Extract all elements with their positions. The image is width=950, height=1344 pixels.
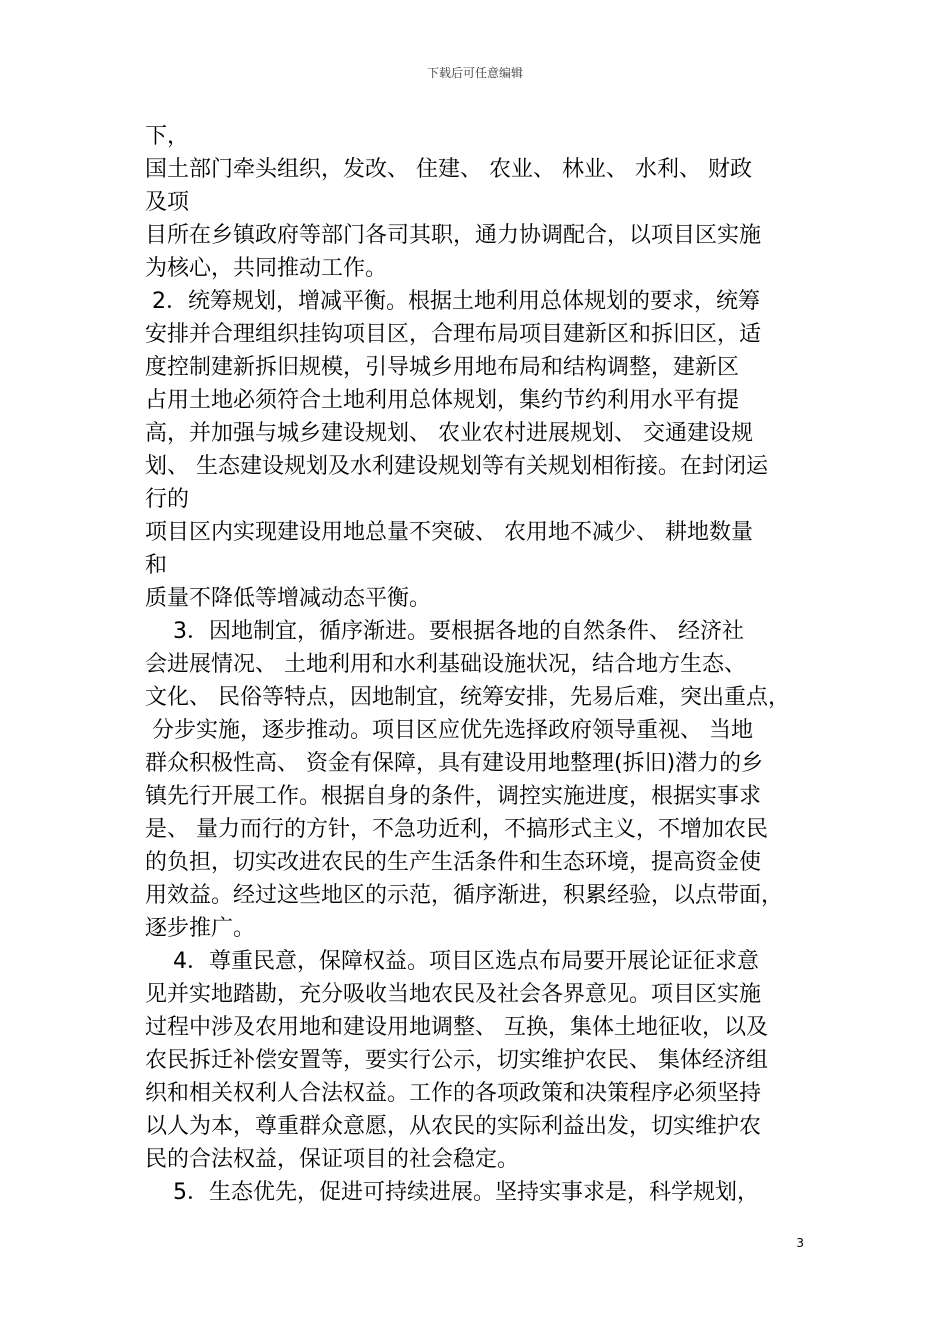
text-line: 度控制建新拆旧规模，引导城乡用地布局和结构调整，建新区 xyxy=(145,355,740,380)
page-header: 下载后可任意编辑 xyxy=(426,66,523,80)
text-line: 和 xyxy=(145,553,168,578)
text-line: 逐步推广。 xyxy=(145,916,256,941)
text-line: 织和相关权利人合法权益。工作的各项政策和决策程序必须坚持 xyxy=(145,1081,762,1106)
text-line: 见并实地踏勘，充分吸收当地农民及社会各界意见。项目区实施 xyxy=(145,982,762,1007)
text-line: 民的合法权益，保证项目的社会稳定。 xyxy=(145,1147,520,1172)
text-line: 以人为本，尊重群众意愿，从农民的实际利益出发，切实维护农 xyxy=(145,1114,762,1139)
text-line: 是、 量力而行的方针，不急功近利，不搞形式主义，不增加农民 xyxy=(145,817,768,842)
text-line: 3．因地制宜，循序渐进。要根据各地的自然条件、 经济社 xyxy=(145,619,744,644)
text-line: 文化、 民俗等特点，因地制宜，统筹安排，先易后难，突出重点， xyxy=(145,685,790,710)
text-line: 下， xyxy=(145,124,190,149)
text-line: 占用土地必须符合土地利用总体规划，集约节约利用水平有提 xyxy=(145,388,740,413)
text-line: 安排并合理组织挂钩项目区，合理布局项目建新区和拆旧区，适 xyxy=(145,322,762,347)
text-line: 用效益。经过这些地区的示范，循序渐进，积累经验，以点带面， xyxy=(145,883,784,908)
text-line: 5．生态优先，促进可持续进展。坚持实事求是，科学规划， xyxy=(145,1180,759,1205)
text-line: 过程中涉及农用地和建设用地调整、 互换，集体土地征收，以及 xyxy=(145,1015,768,1040)
text-line: 质量不降低等增减动态平衡。 xyxy=(145,586,432,611)
text-line: 国土部门牵头组织，发改、 住建、 农业、 林业、 水利、 财政 xyxy=(145,157,752,182)
text-line: 群众积极性高、 资金有保障，具有建设用地整理(拆旧)潜力的乡 xyxy=(145,751,764,776)
text-line: 2．统筹规划，增减平衡。根据土地利用总体规划的要求，统筹 xyxy=(145,289,760,314)
text-line: 4．尊重民意，保障权益。项目区选点布局要开展论证征求意 xyxy=(145,949,759,974)
text-line: 高，并加强与城乡建设规划、 农业农村进展规划、 交通建设规 xyxy=(145,421,753,446)
document-body xyxy=(145,120,815,1209)
page-number: 3 xyxy=(796,1236,804,1250)
text-line: 会进展情况、 土地利用和水利基础设施状况，结合地方生态、 xyxy=(145,652,746,677)
text-line: 目所在乡镇政府等部门各司其职，通力协调配合，以项目区实施 xyxy=(145,223,762,248)
text-line: 镇先行开展工作。根据自身的条件，调控实施进度，根据实事求 xyxy=(145,784,762,809)
text-line: 项目区内实现建设用地总量不突破、 农用地不减少、 耕地数量 xyxy=(145,520,753,545)
text-line: 农民拆迁补偿安置等，要实行公示，切实维护农民、 集体经济组 xyxy=(145,1048,768,1073)
text-line: 的负担，切实改进农民的生产生活条件和生态环境，提高资金使 xyxy=(145,850,762,875)
text-line: 划、 生态建设规划及水利建设规划等有关规划相衔接。在封闭运 xyxy=(145,454,768,479)
text-line: 为核心，共同推动工作。 xyxy=(145,256,388,281)
text-line: 及项 xyxy=(145,190,190,215)
text-line: 行的 xyxy=(145,487,190,512)
text-line: 分步实施，逐步推动。项目区应优先选择政府领导重视、 当地 xyxy=(145,718,753,743)
